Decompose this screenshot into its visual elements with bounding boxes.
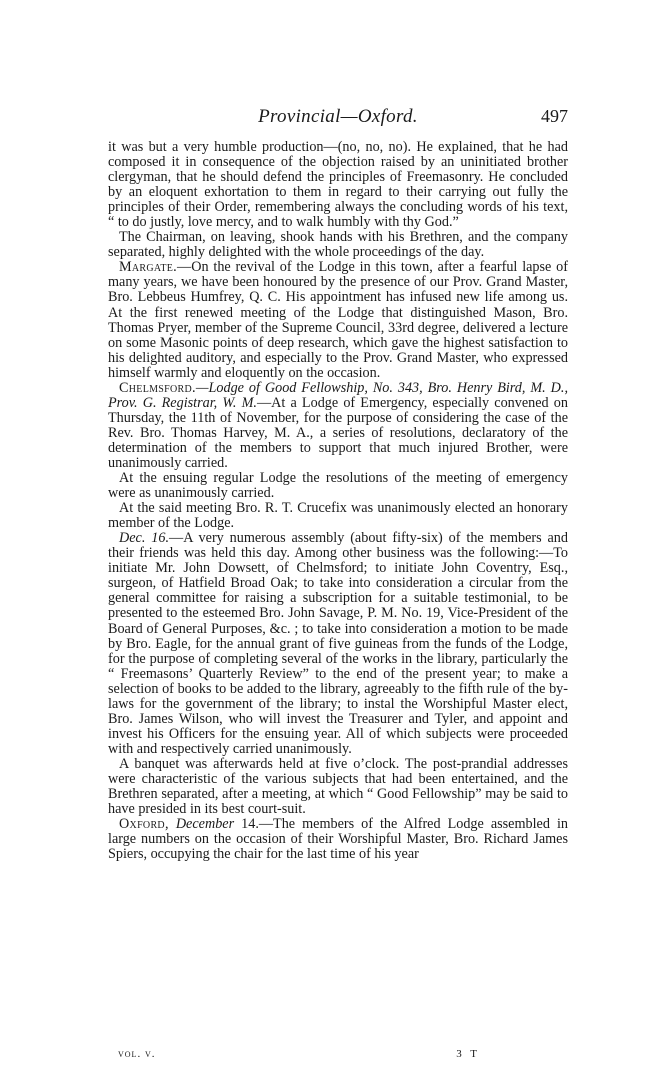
paragraph-ensuing-lodge [108,471,568,501]
place-heading-chelmsford: Chelmsford. [119,379,196,396]
signature-mark: 3 T [456,1048,480,1060]
page-footer [118,1048,480,1064]
running-title: Provincial—Oxford. [258,106,418,127]
place-heading-oxford: Oxford, [119,816,169,833]
paragraph-text: —A very numerous assembly (about fifty-six) of the members and their friends was held this day. Among other business was the following:—To initiate Mr. John Dowsett, of Chelmsford; to initiate John Coventry, Esq., surgeon, of Hatfield Broad Oak; to take into consideration a circular from the general committee for raising a subscription for a suitable testimonial, to be presented to the esteemed Bro. John Savage, P. M. No. 19, Vice-President of the Board of General Purposes, &c. ; to take into consideration a motion to be made by Bro. Eagle, for the annual grant of five guineas from the funds of the Lodge, for the purpose of completing several of the works in the library, particularly the “ Freemasons’ Quarterly Review” to the end of the present year; to make a selection of books to be added to the library, agreeably to the fifth rule of the by-laws for the government of the library; to instal the Worshipful Master elect, Bro. James Wilson, who will invest the Treasurer and Tyler, and appoint and invest his Officers for the ensuing year. All of which subjects were proceeded with and respectively carried unanimously. [108,530,568,757]
paragraph-oxford [108,817,568,862]
place-heading-margate: Margate. [119,259,178,276]
date-heading: December [168,816,235,833]
paragraph-chairman-leaving [108,230,568,260]
date-heading: Dec. 16. [119,530,170,547]
paragraph-crucefix [108,501,568,531]
paragraph-text: it was but a very humble production—(no, no, no). He explained, that he had composed it in consequence of the objection raised by an uninitiated brother clergyman, that he should defend the principles of Freemasonry. He concluded by an eloquent exhortation to them in regard to their carrying out fully the principles of their Order, remembering always the concluding words of his text, “ to do justly, love mercy, and to walk humbly with thy God.” [108,139,568,231]
paragraph-text: 14.—The members of the Alfred Lodge assembled in large numbers on the occasion of their Worshipful Master, Bro. Richard James Spiers, occupying the chair for the last time of his year [108,816,568,863]
paragraph-text: At the said meeting Bro. R. T. Crucefix was unanimously elected an honorary member of the Lodge. [108,500,568,532]
paragraph-text: A banquet was afterwards held at five o’clock. The post-prandial addresses were characteristic of the various subjects that had been entertained, and the Brethren separated, after a meeting, at which “ Good Fellowship” may be said to have presided in its best court-suit. [108,755,568,818]
page-number: 497 [541,106,568,126]
body-text [108,140,568,862]
lodge-title: —Lodge of Good Fellowship, No. 343, Bro. Henry Bird, M. D., Prov. G. Registrar, W. M. [108,379,568,411]
paragraph-chelmsford [108,381,568,471]
volume-label: vol. v. [118,1048,156,1060]
page-header [108,106,568,130]
paragraph-dec-16 [108,531,568,757]
paragraph-text: —At a Lodge of Emergency, especially convened on Thursday, the 11th of November, for the purpose of considering the case of the Rev. Bro. Thomas Harvey, M. A., a series of resolutions, declaratory of the determination of the members to support that much injured Brother, were unanimously carried. [108,394,568,471]
paragraph-text: At the ensuing regular Lodge the resolutions of the meeting of emergency were as unanimously carried. [108,470,568,502]
paragraph-margate [108,260,568,380]
paragraph-text: The Chairman, on leaving, shook hands with his Brethren, and the company separated, highly delighted with the whole proceedings of the day. [108,229,568,261]
paragraph-text: —On the revival of the Lodge in this town, after a fearful lapse of many years, we have been honoured by the presence of our Prov. Grand Master, Bro. Lebbeus Humfrey, Q. C. His appointment has infused new life among us. At the first renewed meeting of the Lodge that distinguished Mason, Bro. Thomas Pryer, member of the Supreme Council, 33rd degree, delivered a lecture on some Masonic points of deep research, which gave the highest satisfaction to his delighted auditory, and especially to the Prov. Grand Master, who expressed himself warmly and eloquently on the occasion. [108,259,568,381]
paragraph-banquet [108,757,568,817]
paragraph-sermon-close [108,140,568,230]
